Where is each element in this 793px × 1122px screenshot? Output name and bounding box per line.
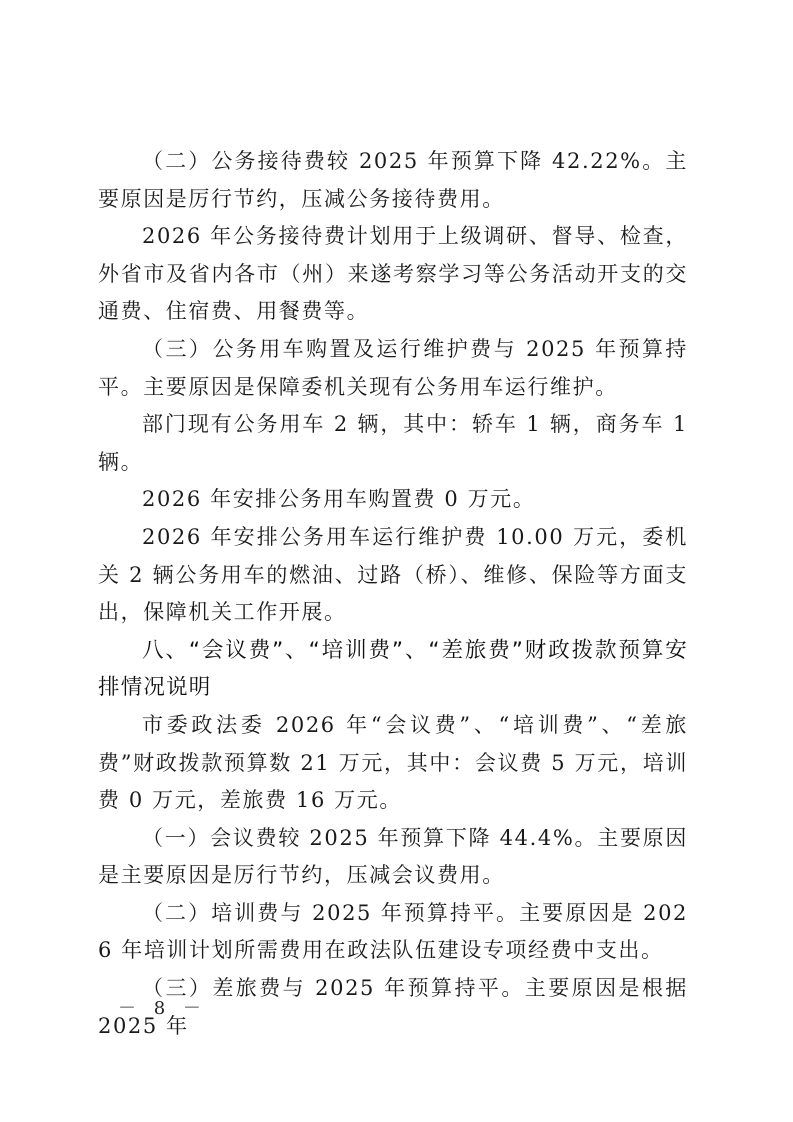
paragraph-vehicle-maintenance: 2026 年安排公务用车运行维护费 10.00 万元，委机关 2 辆公务用车的燃油、过路（桥）、维修、保险等方面支出，保障机关工作开展。 (98, 524, 688, 625)
page-number: － 8 － (118, 998, 207, 1019)
document-page (98, 143, 688, 1045)
paragraph-training-fee: （二）培训费与 2025 年预算持平。主要原因是 2026 年培训计划所需费用在政法队伍建设专项经费中支出。 (98, 900, 688, 963)
paragraph-vehicle-fee-change: （三）公务用车购置及运行维护费与 2025 年预算持平。主要原因是保障委机关现有公务用车运行维护。 (98, 336, 688, 399)
paragraph-vehicle-purchase: 2026 年安排公务用车购置费 0 万元。 (142, 487, 536, 512)
paragraph-reception-fee-change: （二）公务接待费较 2025 年预算下降 42.22%。主要原因是厉行节约，压减公务接待费用。 (98, 149, 688, 211)
paragraph-three-fees-total: 市委政法委 2026 年“会议费”、“培训费”、“差旅费”财政拨款预算数 21 万元，其中：会议费 5 万元，培训费 0 万元，差旅费 16 万元。 (98, 712, 688, 813)
paragraph-meeting-fee: （一）会议费较 2025 年预算下降 44.4%。主要原因是主要原因是厉行节约，压减会议费用。 (98, 825, 688, 888)
paragraph-vehicle-count: 部门现有公务用车 2 辆，其中：轿车 1 辆，商务车 1 辆。 (98, 412, 688, 474)
paragraph-travel-fee: （三）差旅费与 2025 年预算持平。主要原因是根据 2025 年 (98, 976, 688, 1038)
paragraph-reception-fee-plan: 2026 年公务接待费计划用于上级调研、督导、检查，外省市及省内各市（州）来遂考察学习等公务活动开支的交通费、住宿费、用餐费等。 (98, 224, 688, 324)
section-heading-8: 八、“会议费”、“培训费”、“差旅费”财政拨款预算安排情况说明 (98, 637, 688, 701)
